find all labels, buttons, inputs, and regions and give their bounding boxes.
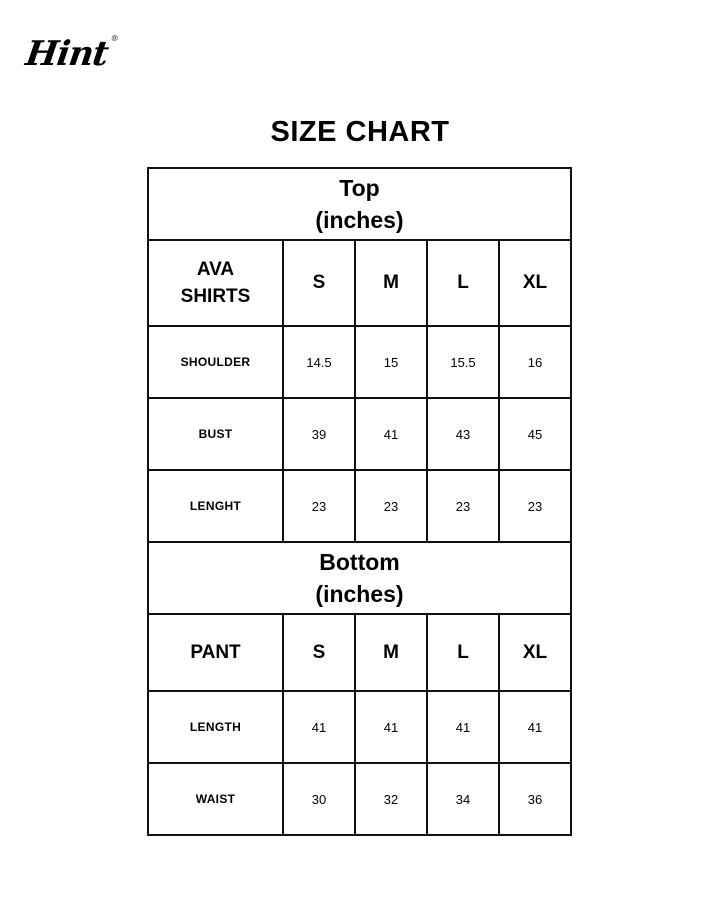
table-cell: 23	[499, 470, 571, 542]
brand-logo	[23, 34, 118, 74]
table-cell: 16	[499, 326, 571, 398]
bottom-size-header-row	[148, 614, 571, 691]
top-heading-line2: (inches)	[315, 207, 404, 233]
table-cell: 15.5	[427, 326, 499, 398]
logo-text: Hint	[23, 34, 111, 74]
bottom-product-label: PANT	[148, 614, 283, 691]
table-cell: 30	[283, 763, 355, 835]
bottom-heading-line2: (inches)	[315, 581, 404, 607]
size-header-m: M	[355, 614, 427, 691]
size-header-s: S	[283, 614, 355, 691]
top-label-line2: SHIRTS	[180, 286, 251, 307]
size-header-m: M	[355, 240, 427, 326]
top-size-header-row	[148, 240, 571, 326]
table-row	[148, 763, 571, 835]
size-header-xl: XL	[499, 614, 571, 691]
table-cell: 45	[499, 398, 571, 470]
top-section-heading	[148, 168, 571, 240]
table-cell: 41	[499, 691, 571, 763]
table-cell: 23	[427, 470, 499, 542]
row-label: SHOULDER	[148, 326, 283, 398]
size-header-l: L	[427, 240, 499, 326]
row-label: BUST	[148, 398, 283, 470]
size-header-xl: XL	[499, 240, 571, 326]
registered-mark: ®	[110, 34, 119, 43]
size-header-l: L	[427, 614, 499, 691]
table-cell: 32	[355, 763, 427, 835]
table-row	[148, 470, 571, 542]
row-label: WAIST	[148, 763, 283, 835]
table-cell: 41	[355, 691, 427, 763]
bottom-section-heading	[148, 542, 571, 614]
top-heading-line1: Top	[339, 175, 380, 201]
size-header-s: S	[283, 240, 355, 326]
table-cell: 41	[427, 691, 499, 763]
page-title: SIZE CHART	[270, 116, 450, 148]
row-label: LENGHT	[148, 470, 283, 542]
table-cell: 14.5	[283, 326, 355, 398]
table-cell: 34	[427, 763, 499, 835]
bottom-section-header	[148, 542, 571, 614]
table-cell: 36	[499, 763, 571, 835]
table-cell: 43	[427, 398, 499, 470]
table-row	[148, 691, 571, 763]
row-label: LENGTH	[148, 691, 283, 763]
table-row	[148, 398, 571, 470]
size-chart-table	[147, 167, 572, 836]
top-section-header	[148, 168, 571, 240]
table-cell: 41	[283, 691, 355, 763]
top-product-label	[148, 240, 283, 326]
table-cell: 15	[355, 326, 427, 398]
table-cell: 39	[283, 398, 355, 470]
bottom-heading-line1: Bottom	[319, 549, 400, 575]
table-cell: 41	[355, 398, 427, 470]
top-label-line1: AVA	[196, 259, 235, 280]
table-row	[148, 326, 571, 398]
table-cell: 23	[283, 470, 355, 542]
table-cell: 23	[355, 470, 427, 542]
